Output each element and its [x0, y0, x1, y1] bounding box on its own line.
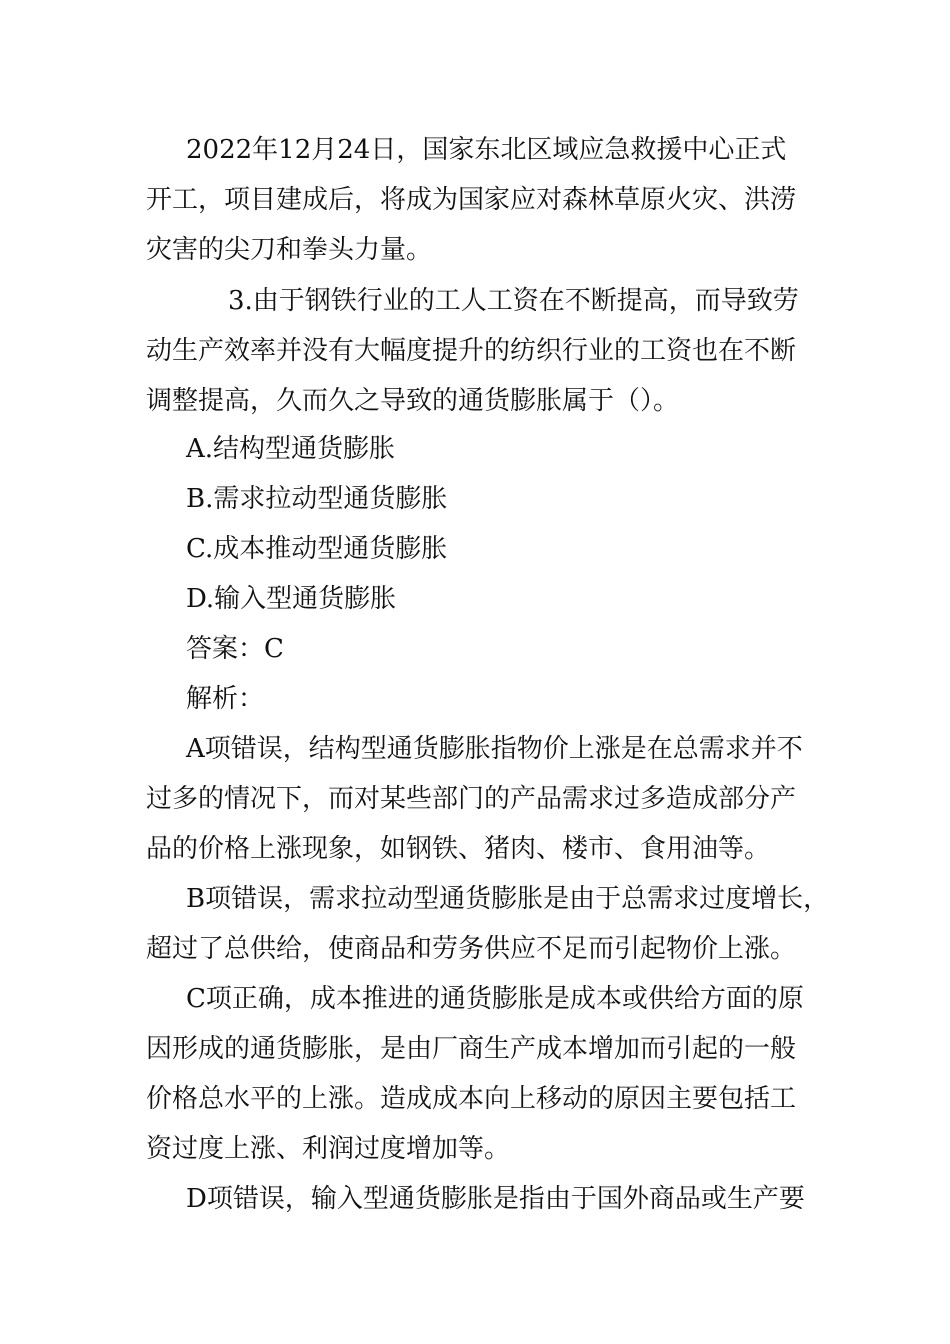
analysis-b-line-2: 超过了总供给，使商品和劳务供应不足而引起物价上涨。 — [146, 934, 797, 964]
analysis-c-line-3: 价格总水平的上涨。造成成本向上移动的原因主要包括工 — [146, 1084, 797, 1114]
option-a: A.结构型通货膨胀 — [186, 434, 396, 464]
analysis-d-line-1: D项错误，输入型通货膨胀是指由于国外商品或生产要 — [186, 1184, 805, 1214]
option-b: B.需求拉动型通货膨胀 — [186, 484, 448, 514]
option-c: C.成本推动型通货膨胀 — [186, 534, 448, 564]
option-d: D.输入型通货膨胀 — [186, 584, 397, 614]
analysis-a-line-3: 品的价格上涨现象，如钢铁、猪肉、楼市、食用油等。 — [146, 834, 771, 864]
question-line-1: 3.由于钢铁行业的工人工资在不断提高，而导致劳 — [228, 286, 799, 316]
question-line-2: 动生产效率并没有大幅度提升的纺织行业的工资也在不断 — [146, 336, 797, 366]
analysis-b-line-1: B项错误，需求拉动型通货膨胀是由于总需求过度增长， — [186, 884, 830, 914]
news-line-1: 2022年12月24日，国家东北区域应急救援中心正式 — [186, 135, 787, 165]
news-line-2: 开工，项目建成后，将成为国家应对森林草原火灾、洪涝 — [146, 185, 797, 215]
analysis-label: 解析： — [186, 684, 265, 714]
question-line-3: 调整提高，久而久之导致的通货膨胀属于（）。 — [146, 386, 680, 416]
news-line-3: 灾害的尖刀和拳头力量。 — [146, 235, 433, 265]
analysis-c-line-2: 因形成的通货膨胀，是由厂商生产成本增加而引起的一般 — [146, 1034, 797, 1064]
analysis-c-line-1: C项正确，成本推进的通货膨胀是成本或供给方面的原 — [186, 984, 804, 1014]
analysis-a-line-1: A项错误，结构型通货膨胀指物价上涨是在总需求并不 — [186, 734, 803, 764]
analysis-c-line-4: 资过度上涨、利润过度增加等。 — [146, 1134, 511, 1164]
answer: 答案：C — [186, 634, 284, 664]
analysis-a-line-2: 过多的情况下，而对某些部门的产品需求过多造成部分产 — [146, 784, 797, 814]
